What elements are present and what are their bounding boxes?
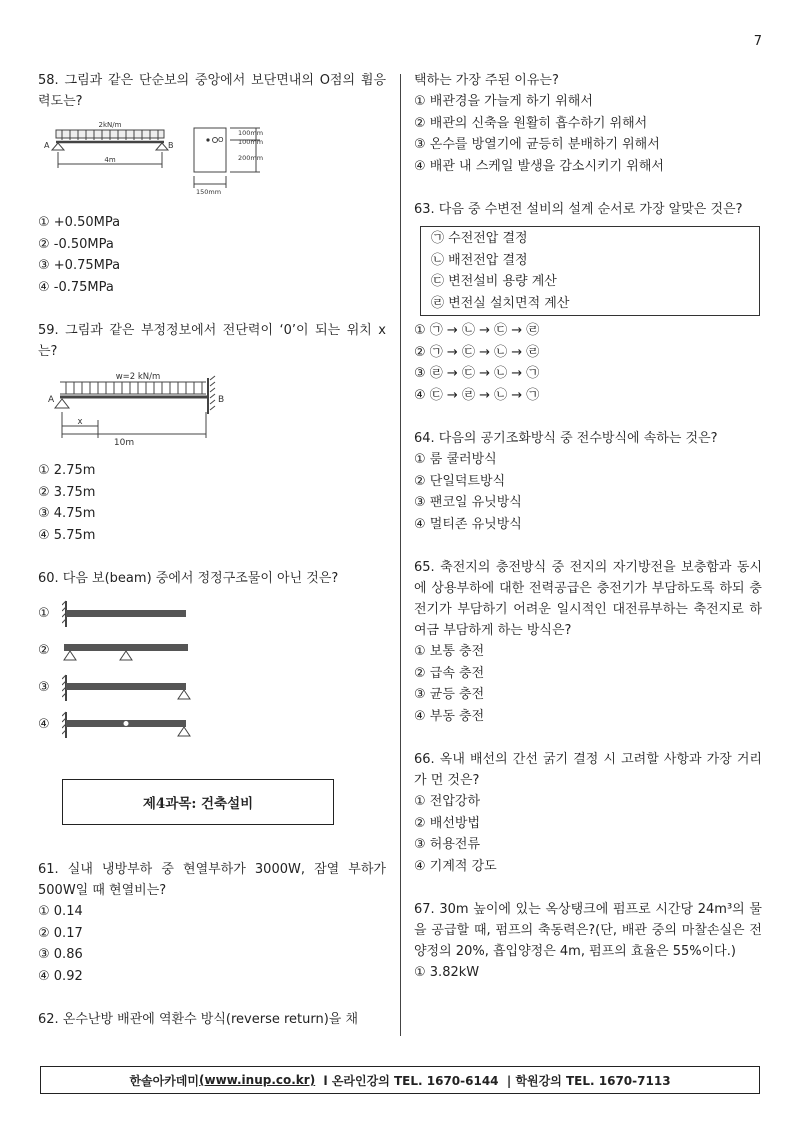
simple-beam-diagram [38,118,288,198]
fig59-span-label: 10m [113,438,135,446]
question-65-option-1: ① 보통 충전 [414,644,485,659]
question-65 [414,557,762,727]
fig58-load-label: 2kN/m [98,121,122,129]
gerber-beam-icon [62,710,192,740]
question-66-option-3: ③ 허용전류 [414,837,481,852]
question-58-option-3: ③ +0.75MPa [38,258,121,273]
question-58-option-4: ④ -0.75MPa [38,279,114,295]
question-59-option-1: ① 2.75m [38,463,96,478]
question-59-text: 59. 그림과 같은 부정정보에서 전단력이 ‘0’이 되는 위치 x는? [38,323,386,359]
question-59-option-3: ③ 4.75m [38,506,96,521]
question-60 [38,568,386,743]
question-59 [38,320,386,546]
spacer [414,727,762,749]
question-62-text-start: 62. 온수난방 배관에 역환수 방식(reverse return)을 채 [38,1012,359,1027]
question-64-option-3: ③ 팬코일 유닛방식 [414,495,522,510]
step-item: ㉣ 변전실 설치면적 계산 [431,295,570,311]
question-63 [414,199,762,406]
fig58-w-label: 150mm [196,188,222,196]
question-66 [414,749,762,877]
question-61-text: 61. 실내 냉방부하 중 현열부하가 3000W, 잠열 부하가 500W일 때 현열비는? [38,862,386,898]
question-59-option-4: ④ 5.75m [38,527,96,543]
question-62-option-1: ① 배관경을 가늘게 하기 위해서 [414,94,593,109]
question-67-option-1: ① 3.82kW [414,965,480,980]
question-59-option-2: ② 3.75m [38,484,96,500]
cantilever-beam-icon [62,599,192,629]
question-63-option-2: ② ㉠ → ㉢ → ㉡ → ㉣ [414,344,540,360]
fig59-x-label: x [77,417,83,427]
fig58-label-b: B [168,141,174,150]
question-63-step-box [420,226,760,316]
fig58-d2-label: 100mm [238,138,264,146]
option-label: ② [38,643,50,658]
footer-url-link[interactable]: (www.inup.co.kr) [199,1073,316,1087]
question-66-text: 66. 옥내 배선의 간선 굵기 결정 시 고려할 사항과 가장 거리가 먼 것은? [414,752,762,788]
indeterminate-beam-diagram [38,368,238,446]
option-label: ① [38,606,50,621]
footer-academy: 한솔아카데미 [129,1073,199,1088]
fig58-d1-label: 100mm [238,129,264,137]
right-column [414,70,762,984]
question-62-option-3: ③ 온수를 방열기에 균등히 분배하기 위해서 [414,137,660,152]
question-58-figure [38,118,386,202]
fig58-label-a: A [44,141,50,150]
question-62-option-4: ④ 배관 내 스케일 발생을 감소시키기 위해서 [414,158,664,174]
spacer [414,535,762,557]
question-58-option-1: ① +0.50MPa [38,215,121,230]
footer-online-tel: l 온라인강의 TEL. 1670-6144 [323,1073,499,1088]
option-label: ④ [38,717,50,732]
question-63-option-4: ④ ㉢ → ㉣ → ㉡ → ㉠ [414,387,540,403]
question-66-option-1: ① 전압강하 [414,794,481,809]
question-60-option-1 [38,595,386,632]
spacer [38,546,386,568]
question-61-option-1: ① 0.14 [38,904,83,919]
left-column [38,70,386,1030]
question-60-option-2 [38,632,386,669]
fig59-label-a: A [48,395,55,405]
step-item: ㉡ 배전전압 결정 [431,252,528,268]
spacer [414,177,762,199]
footer-bar [40,1066,760,1094]
option-label: ③ [38,680,50,695]
question-66-option-2: ② 배선방법 [414,815,481,831]
question-64-option-1: ① 룸 쿨러방식 [414,452,497,467]
question-59-figure [38,368,386,450]
subject-heading: 제4과목: 건축설비 [62,779,334,825]
question-64-option-4: ④ 멀티존 유닛방식 [414,516,522,532]
fig58-h-label: 200mm [238,154,264,162]
question-62-text-cont: 택하는 가장 주된 이유는? [414,73,559,88]
step-item: ㉠ 수전전압 결정 [431,231,528,246]
question-62-option-2: ② 배관의 신축을 원활히 흡수하기 위해서 [414,115,648,131]
overhang-beam-icon [62,636,192,666]
question-58-option-2: ② -0.50MPa [38,236,114,252]
fig59-label-b: B [218,395,225,405]
question-65-text: 65. 축전지의 충전방식 중 전지의 자기방전을 보충함과 동시에 상용부하에 대한 전력공급은 충전기가 부담하도록 하되 충전기가 부담하기 어려운 일시적인 대전류부하는 축전지로 하여금 부담하게 하는 방식은? [414,560,762,638]
question-61 [38,859,386,987]
question-62-continued [414,70,762,177]
column-divider [400,74,401,1036]
question-60-option-4 [38,706,386,743]
fig58-point-label: O [218,136,224,144]
spacer [414,877,762,899]
question-65-option-2: ② 급속 충전 [414,665,485,681]
question-58-text: 58. 그림과 같은 단순보의 중앙에서 보단면내의 O점의 휨응력도는? [38,73,386,109]
spacer [38,298,386,320]
question-64 [414,428,762,535]
question-65-option-3: ③ 균등 충전 [414,687,485,702]
question-67-text: 67. 30m 높이에 있는 옥상탱크에 펌프로 시간당 24m³의 물을 공급할 때, 펌프의 축동력은?(단, 배관 중의 마찰손실은 전양정의 20%, 흡입양정은 4m, 펌프의 효율은 55%이다.) [414,902,762,959]
question-67 [414,899,762,984]
question-60-option-3 [38,669,386,706]
question-66-option-4: ④ 기계적 강도 [414,858,497,874]
step-item: ㉢ 변전설비 용량 계산 [431,274,557,289]
question-61-option-4: ④ 0.92 [38,968,83,984]
footer-offline-tel: | 학원강의 TEL. 1670-7113 [506,1073,671,1088]
question-64-option-2: ② 단일덕트방식 [414,473,506,489]
question-65-option-4: ④ 부동 충전 [414,708,485,724]
fig59-load-label: w=2 kN/m [115,372,161,382]
question-58 [38,70,386,298]
question-63-option-3: ③ ㉣ → ㉢ → ㉡ → ㉠ [414,366,540,381]
question-61-option-3: ③ 0.86 [38,947,83,962]
question-63-option-1: ① ㉠ → ㉡ → ㉢ → ㉣ [414,323,540,338]
page-number: 7 [753,34,762,49]
spacer [38,987,386,1009]
propped-cantilever-icon [62,673,192,703]
fig58-span-label: 4m [104,156,116,164]
question-61-option-2: ② 0.17 [38,925,83,941]
spacer [414,406,762,428]
question-63-text: 63. 다음 중 수변전 설비의 설계 순서로 가장 알맞은 것은? [414,202,743,217]
question-60-text: 60. 다음 보(beam) 중에서 정정구조물이 아닌 것은? [38,571,339,586]
question-64-text: 64. 다음의 공기조화방식 중 전수방식에 속하는 것은? [414,431,718,446]
